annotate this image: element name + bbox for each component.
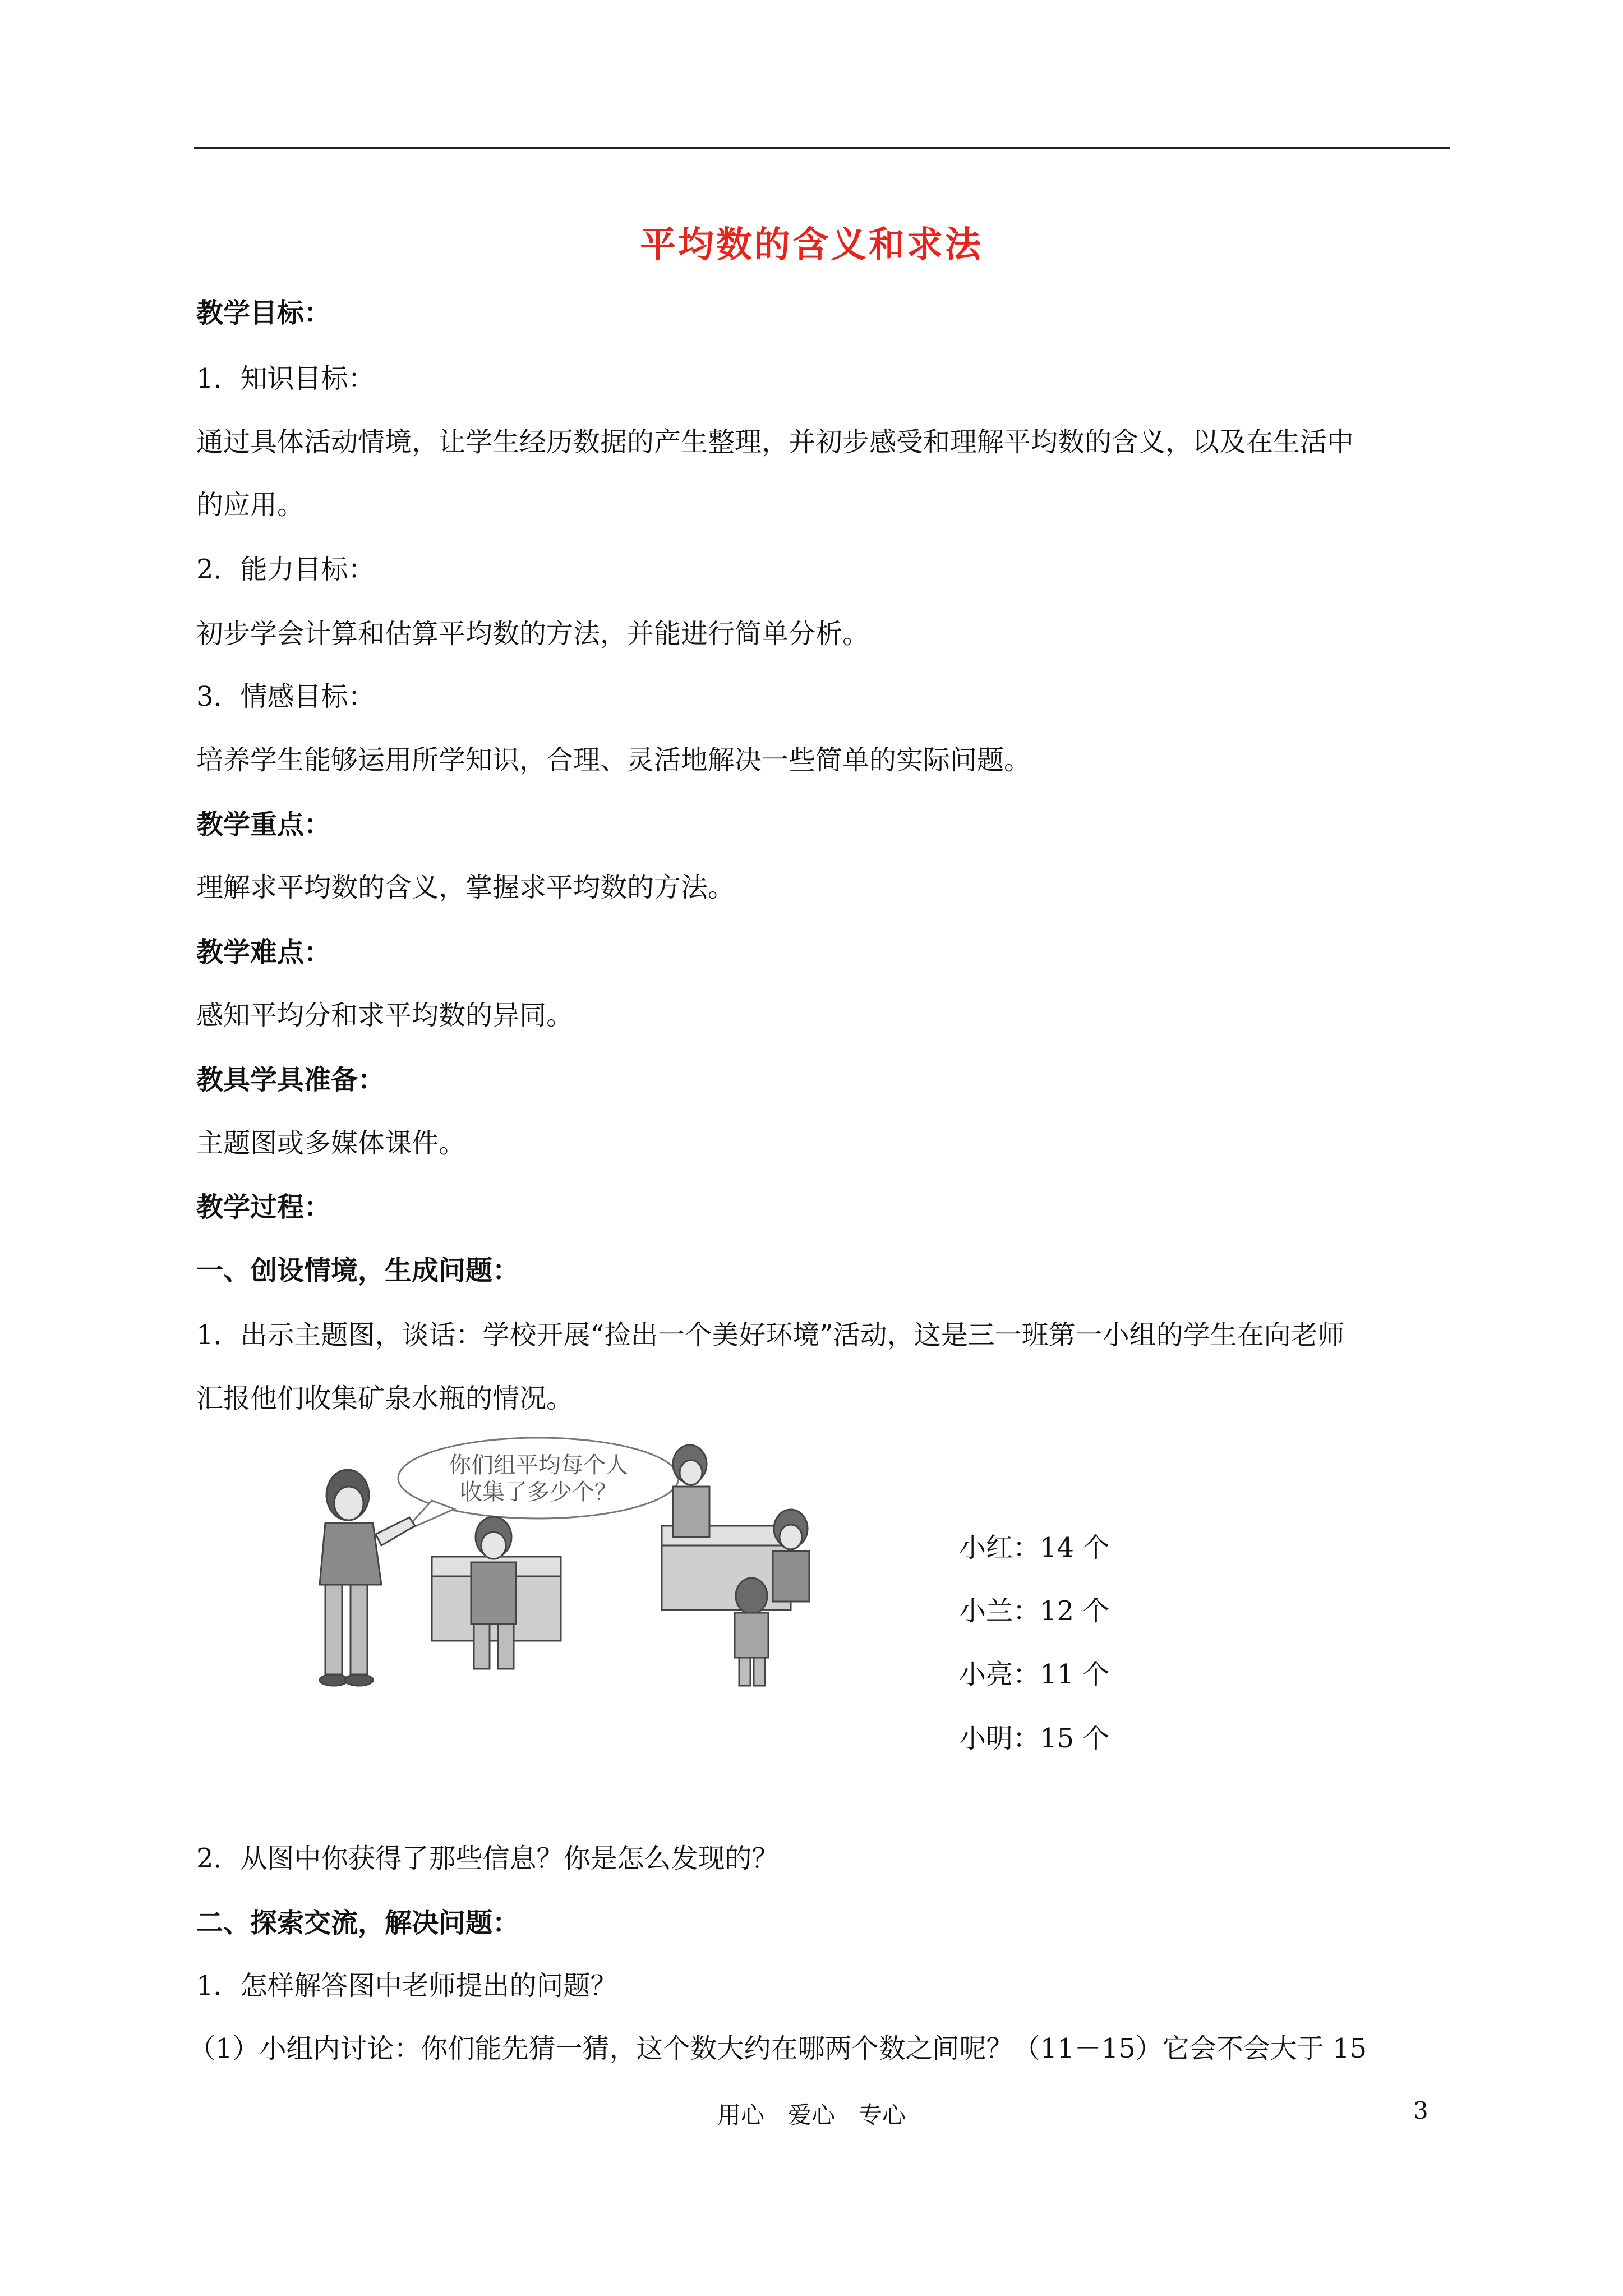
goal2-label: 2．能力目标：	[196, 554, 375, 585]
tools-heading: 教具学具准备：	[196, 1064, 385, 1096]
count-xiaoliang: 小亮：11 个	[959, 1659, 1110, 1690]
count-xiaoming: 小明：15 个	[959, 1723, 1110, 1754]
part1-heading: 一、创设情境，生成问题：	[196, 1255, 520, 1286]
key-points-heading: 教学重点：	[196, 809, 331, 840]
students-group	[662, 1445, 809, 1686]
tools-text: 主题图或多媒体课件。	[196, 1128, 466, 1159]
speech-bubble	[398, 1438, 679, 1531]
goals-heading: 教学目标：	[196, 297, 331, 329]
count-xiaohong: 小红：14 个	[959, 1532, 1110, 1563]
part1-item1-line2: 汇报他们收集矿泉水瓶的情况。	[196, 1383, 574, 1414]
goal3-text: 培养学生能够运用所学知识，合理、灵活地解决一些简单的实际问题。	[196, 744, 1031, 776]
speech-bubble-line1: 你们组平均每个人	[449, 1452, 628, 1478]
goal1-text-line1: 通过具体活动情境，让学生经历数据的产生整理，并初步感受和理解平均数的含义，以及在生活中	[196, 426, 1354, 458]
part2-item1: 1．怎样解答图中老师提出的问题？	[196, 1970, 617, 2001]
page-title: 平均数的含义和求法	[640, 224, 983, 266]
part1-item1-line1: 1．出示主题图，谈话：学校开展“捡出一个美好环境”活动，这是三一班第一小组的学生在向老师	[196, 1319, 1345, 1351]
part2-item1-sub: （1）小组内讨论：你们能先猜一猜，这个数大约在哪两个数之间呢？（11－15）它会不会大于 15	[188, 2033, 1367, 2064]
count-xiaolan: 小兰：12 个	[959, 1595, 1110, 1627]
goal3-label: 3．情感目标：	[196, 681, 375, 712]
teacher-figure	[320, 1470, 415, 1686]
header-rule	[194, 147, 1450, 149]
theme-illustration	[303, 1433, 897, 1708]
page-number: 3	[1413, 2097, 1428, 2124]
key-points-text: 理解求平均数的含义，掌握求平均数的方法。	[196, 872, 735, 903]
goal1-text-line2: 的应用。	[196, 489, 305, 521]
difficulty-text: 感知平均分和求平均数的异同。	[196, 1000, 574, 1031]
process-heading: 教学过程：	[196, 1191, 331, 1223]
footer-motto: 用心 爱心 专心	[717, 2101, 906, 2129]
part2-heading: 二、探索交流，解决问题：	[196, 1907, 520, 1939]
difficulty-heading: 教学难点：	[196, 937, 331, 968]
goal2-text: 初步学会计算和估算平均数的方法，并能进行简单分析。	[196, 618, 870, 650]
goal1-label: 1．知识目标：	[196, 363, 375, 394]
part1-item2: 2．从图中你获得了那些信息？你是怎么发现的？	[196, 1843, 779, 1874]
boy-with-box	[432, 1517, 561, 1669]
speech-bubble-line2: 收集了多少个？	[460, 1479, 617, 1505]
